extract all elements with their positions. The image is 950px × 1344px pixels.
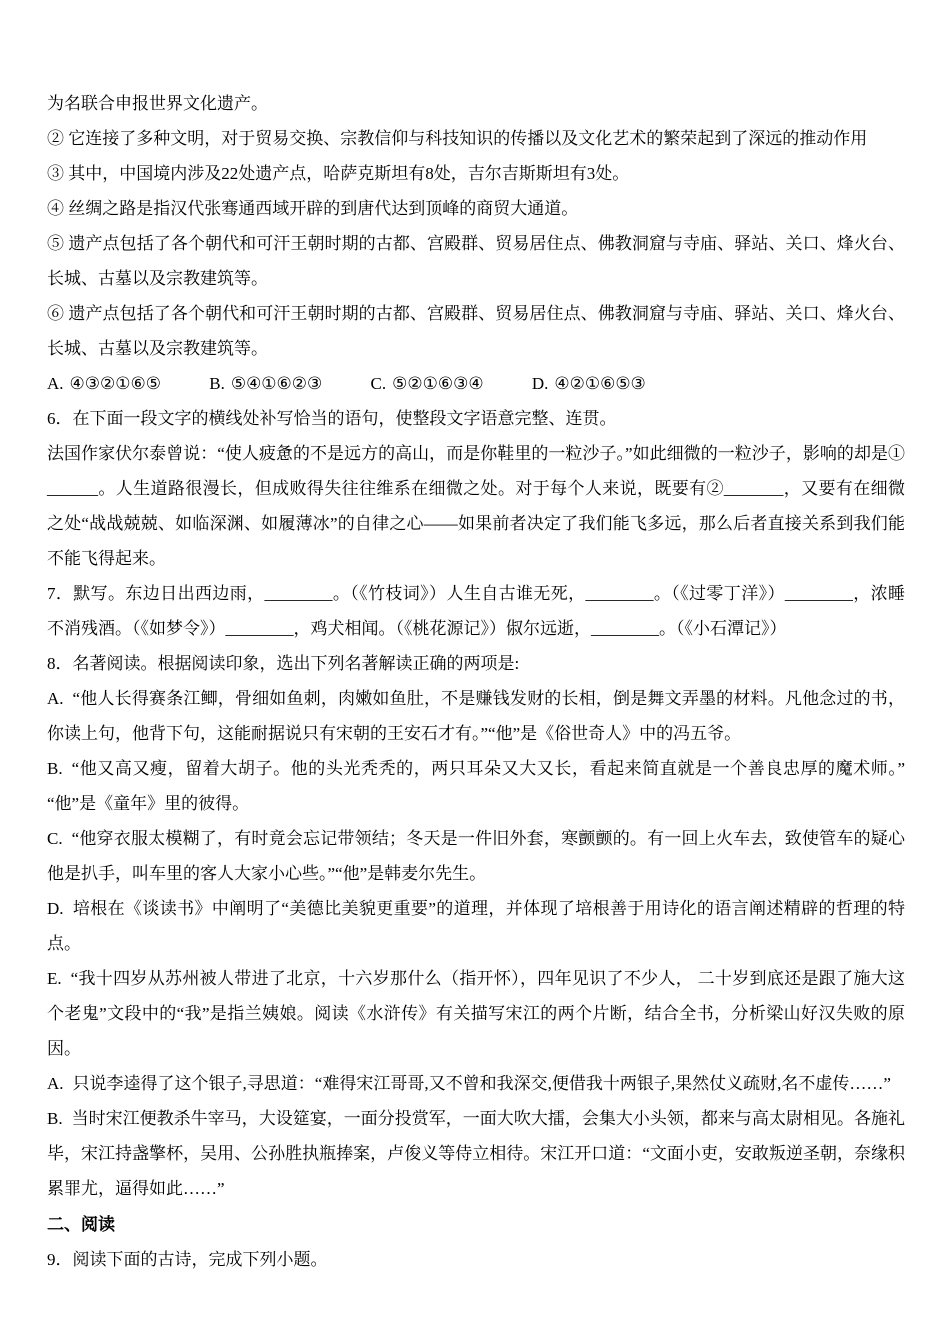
q5-option-d-label: D. <box>531 374 549 394</box>
q8-option-c <box>47 821 905 891</box>
q5-option-c-label: C. <box>370 374 387 394</box>
q5-sentence-6: ⑥ 遗产点包括了各个朝代和可汗王朝时期的古都、宫殿群、贸易居住点、佛教洞窟与寺庙、驿站、关口、烽火台、长城、古墓以及宗教建筑等。 <box>47 304 905 359</box>
q5-option-a-value: ④③②①⑥⑤ <box>69 374 161 394</box>
q8-option-a-text: “他人长得赛条江鲫，骨细如鱼刺，肉嫩如鱼肚，不是赚钱发财的长相，倒是舞文弄墨的材料。凡他念过的书，你读上句，他背下句，这能耐据说只有宋朝的王安石才有。”“他”是《俗世奇人》中的冯五爷。 <box>47 689 905 744</box>
q5-option-d <box>532 366 646 401</box>
q5-option-b <box>209 366 322 401</box>
q8-option-a <box>47 681 905 751</box>
section2-heading: 二、阅读 <box>47 1214 115 1234</box>
q6-passage: 法国作家伏尔泰曾说：“使人疲惫的不是远方的高山，而是你鞋里的一粒沙子。”如此细微的一粒沙子，影响的却是①______。人生道路很漫长，但成败得失往往维系在细微之处。对于每个人来说，既要有②_______，又要有在细微之处“战战兢兢、如临深渊、如履薄冰”的自律之心——如果前者决定了我们能飞多远，那么后者直接关系到我们能不能飞得起来。 <box>47 444 905 569</box>
q8-stem: 8．名著阅读。根据阅读印象，选出下列名著解读正确的两项是: <box>47 654 520 674</box>
q9-stem: 9．阅读下面的古诗，完成下列小题。 <box>47 1249 328 1269</box>
q5-option-d-value: ④②①⑥⑤③ <box>554 374 646 394</box>
q5-options-row <box>47 366 905 401</box>
q8-shuihu-a-text: 只说李逵得了这个银子,寻思道：“难得宋江哥哥,又不曾和我深交,便借我十两银子,果然仗义疏财,名不虚传……” <box>72 1074 891 1094</box>
q5-option-b-value: ⑤④①⑥②③ <box>230 374 323 394</box>
q5-continuation: 为名联合申报世界文化遗产。 <box>47 94 268 113</box>
q5-option-b-label: B. <box>209 374 225 394</box>
q5-sentence-4: ④ 丝绸之路是指汉代张骞通西域开辟的到唐代达到顶峰的商贸大通道。 <box>47 199 579 219</box>
q5-option-a <box>47 366 161 401</box>
q5-sentence-5: ⑤ 遗产点包括了各个朝代和可汗王朝时期的古都、宫殿群、贸易居住点、佛教洞窟与寺庙、驿站、关口、烽火台、长城、古墓以及宗教建筑等。 <box>47 234 905 289</box>
q5-sentence-3: ③ 其中，中国境内涉及22处遗产点，哈萨克斯坦有8处，吉尔吉斯斯坦有3处。 <box>47 164 630 184</box>
q8-option-d-text: 培根在《谈读书》中阐明了“美德比美貌更重要”的道理，并体现了培根善于用诗化的语言阐述精辟的哲理的特点。 <box>47 899 905 954</box>
q8-option-e-text: “我十四岁从苏州被人带进了北京，十六岁那什么（指开怀），四年见识了不少人， 二十岁到底还是跟了施大这个老鬼”文段中的“我”是指兰姨娘。阅读《水浒传》有关描写宋江的两个片断，结合全书，分析梁山好汉失败的原因。 <box>47 969 905 1059</box>
q6-stem: 6．在下面一段文字的横线处补写恰当的语句，使整段文字语意完整、连贯。 <box>47 409 617 429</box>
q8-shuihu-excerpt-b <box>47 1101 905 1206</box>
q8-option-b-text: “他又高又瘦，留着大胡子。他的头光秃秃的，两只耳朵又大又长，看起来简直就是一个善良忠厚的魔术师。”“他”是《童年》里的彼得。 <box>47 759 905 814</box>
q5-option-c-value: ⑤②①⑥③④ <box>392 374 484 394</box>
q5-option-a-label: A. <box>47 374 64 394</box>
q8-option-c-label: C. <box>47 829 63 849</box>
q8-option-b <box>47 751 905 821</box>
q8-option-e <box>47 961 905 1066</box>
q7-text: 7．默写。东边日出西边雨，________。（《竹枝词》）人生自古谁无死，________。（《过零丁洋》）________，浓睡不消残酒。（《如梦令》）________，鸡犬相闻。（《桃花源记》）俶尔远逝，________。（《小石潭记》） <box>47 584 905 639</box>
q8-option-e-label: E. <box>47 969 62 989</box>
q8-option-d <box>47 891 905 961</box>
q8-shuihu-b-text: 当时宋江便教杀牛宰马，大设筵宴，一面分投赏军，一面大吹大擂，会集大小头领，都来与高太尉相见。各施礼毕，宋江持盏擎杯，吴用、公孙胜执瓶捧案，卢俊义等侍立相待。宋江开口道：“文面小吏，安敢叛逆圣朝，奈缘积累罪尤，逼得如此……” <box>47 1109 905 1199</box>
q8-option-c-text: “他穿衣服太模糊了，有时竟会忘记带领结；冬天是一件旧外套，寒颤颤的。有一回上火车去，致使管车的疑心他是扒手，叫车里的客人大家小心些。”“他”是韩麦尔先生。 <box>47 829 905 884</box>
q5-sentence-2: ② 它连接了多种文明，对于贸易交换、宗教信仰与科技知识的传播以及文化艺术的繁荣起到了深远的推动作用 <box>47 129 868 149</box>
q8-option-a-label: A. <box>47 689 64 709</box>
q5-option-c <box>371 366 484 401</box>
q8-shuihu-excerpt-a <box>47 1066 905 1101</box>
q8-shuihu-a-label: A. <box>47 1074 64 1094</box>
q8-option-d-label: D. <box>47 899 64 919</box>
q8-option-b-label: B. <box>47 759 63 779</box>
q8-shuihu-b-label: B. <box>47 1109 63 1129</box>
